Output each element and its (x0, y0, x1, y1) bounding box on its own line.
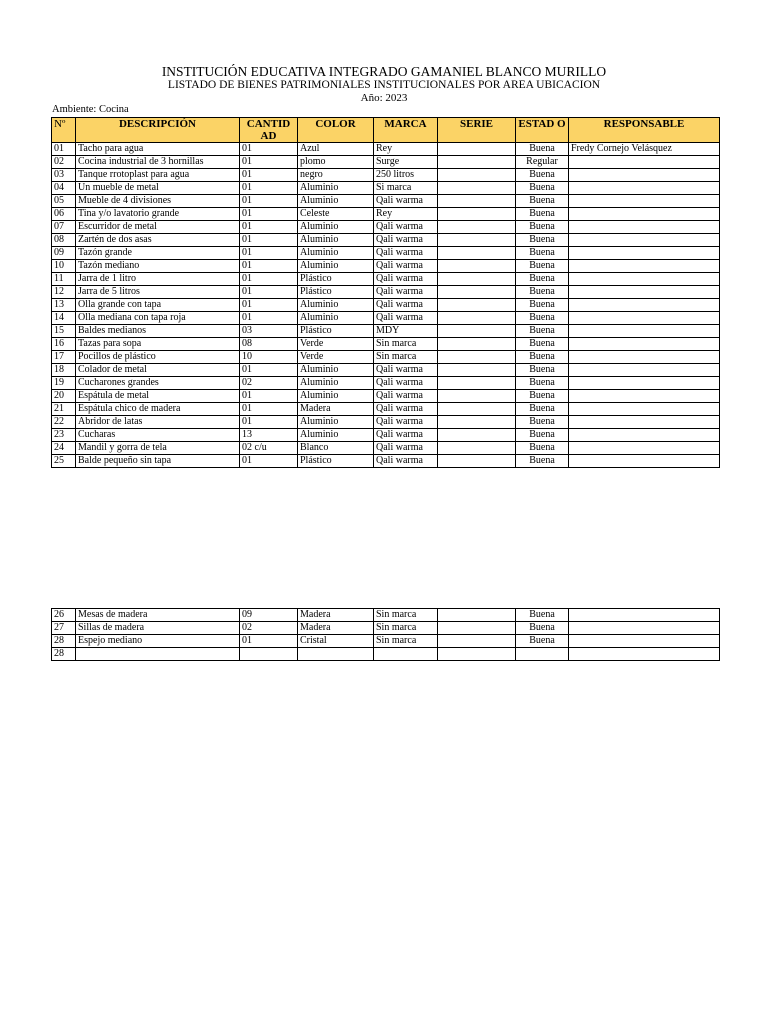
table-row (52, 429, 720, 442)
cell-responsable (569, 416, 720, 429)
cell-color: Aluminio (298, 416, 374, 429)
table-row (52, 299, 720, 312)
cell-serie (438, 442, 516, 455)
cell-color: Blanco (298, 442, 374, 455)
cell-responsable (569, 208, 720, 221)
cell-descripcion: Abridor de latas (76, 416, 240, 429)
cell-marca: Sin marca (374, 609, 438, 622)
cell-marca: Qali warma (374, 273, 438, 286)
table-header-row (52, 118, 720, 143)
cell-descripcion: Tazón mediano (76, 260, 240, 273)
cell-marca: Qali warma (374, 195, 438, 208)
cell-estado: Buena (516, 273, 569, 286)
cell-cantidad: 03 (240, 325, 298, 338)
table-row (52, 260, 720, 273)
cell-cantidad: 01 (240, 286, 298, 299)
cell-descripcion: Jarra de 5 litros (76, 286, 240, 299)
cell-descripcion: Sillas de madera (76, 622, 240, 635)
cell-responsable (569, 364, 720, 377)
cell-color (298, 648, 374, 661)
cell-marca: Qali warma (374, 416, 438, 429)
cell-serie (438, 195, 516, 208)
cell-marca: Sin marca (374, 351, 438, 364)
table-row (52, 364, 720, 377)
cell-marca: Sin marca (374, 338, 438, 351)
cell-responsable: Fredy Cornejo Velásquez (569, 143, 720, 156)
cell-estado: Buena (516, 609, 569, 622)
cell-serie (438, 143, 516, 156)
cell-marca: Qali warma (374, 364, 438, 377)
cell-responsable (569, 442, 720, 455)
cell-color: Verde (298, 338, 374, 351)
cell-marca: Qali warma (374, 403, 438, 416)
cell-serie (438, 364, 516, 377)
cell-color: Aluminio (298, 429, 374, 442)
cell-estado: Buena (516, 234, 569, 247)
cell-estado: Buena (516, 247, 569, 260)
cell-cantidad: 01 (240, 234, 298, 247)
cell-estado: Regular (516, 156, 569, 169)
cell-number: 14 (52, 312, 76, 325)
cell-estado: Buena (516, 195, 569, 208)
cell-estado: Buena (516, 351, 569, 364)
cell-serie (438, 299, 516, 312)
cell-color: Madera (298, 609, 374, 622)
cell-serie (438, 169, 516, 182)
cell-color: Madera (298, 403, 374, 416)
cell-serie (438, 221, 516, 234)
cell-serie (438, 635, 516, 648)
cell-responsable (569, 221, 720, 234)
cell-responsable (569, 622, 720, 635)
cell-marca: Rey (374, 143, 438, 156)
document-title: INSTITUCIÓN EDUCATIVA INTEGRADO GAMANIEL BLANCO MURILLO (161, 64, 607, 79)
table-row (52, 143, 720, 156)
cell-number: 27 (52, 622, 76, 635)
cell-cantidad: 01 (240, 156, 298, 169)
cell-responsable (569, 338, 720, 351)
cell-estado: Buena (516, 260, 569, 273)
cell-responsable (569, 299, 720, 312)
cell-serie (438, 416, 516, 429)
cell-number: 23 (52, 429, 76, 442)
cell-color: Aluminio (298, 221, 374, 234)
cell-descripcion: Tina y/o lavatorio grande (76, 208, 240, 221)
column-header-estado: ESTAD O (516, 118, 569, 143)
cell-color: Aluminio (298, 234, 374, 247)
cell-number: 08 (52, 234, 76, 247)
cell-cantidad: 10 (240, 351, 298, 364)
cell-cantidad: 01 (240, 364, 298, 377)
table-row (52, 221, 720, 234)
cell-serie (438, 286, 516, 299)
cell-descripcion: Colador de metal (76, 364, 240, 377)
cell-color: Verde (298, 351, 374, 364)
cell-color: Azul (298, 143, 374, 156)
cell-color: negro (298, 169, 374, 182)
cell-marca: Qali warma (374, 377, 438, 390)
cell-responsable (569, 377, 720, 390)
cell-descripcion: Espejo mediano (76, 635, 240, 648)
cell-responsable (569, 286, 720, 299)
cell-color: Aluminio (298, 364, 374, 377)
cell-color: Celeste (298, 208, 374, 221)
cell-serie (438, 312, 516, 325)
cell-estado: Buena (516, 390, 569, 403)
cell-marca: Qali warma (374, 247, 438, 260)
cell-number: 12 (52, 286, 76, 299)
cell-responsable (569, 260, 720, 273)
cell-marca: Qali warma (374, 390, 438, 403)
cell-serie (438, 648, 516, 661)
cell-responsable (569, 648, 720, 661)
cell-number: 20 (52, 390, 76, 403)
cell-serie (438, 208, 516, 221)
cell-serie (438, 390, 516, 403)
cell-descripcion: Balde pequeño sin tapa (76, 455, 240, 468)
cell-number: 18 (52, 364, 76, 377)
cell-estado: Buena (516, 286, 569, 299)
cell-serie (438, 247, 516, 260)
table-row (52, 312, 720, 325)
cell-serie (438, 351, 516, 364)
cell-number: 21 (52, 403, 76, 416)
cell-estado: Buena (516, 429, 569, 442)
cell-number: 24 (52, 442, 76, 455)
cell-number: 19 (52, 377, 76, 390)
column-header-descripcion: DESCRIPCIÓN (76, 118, 240, 143)
cell-cantidad: 01 (240, 455, 298, 468)
cell-serie (438, 260, 516, 273)
cell-marca: Sin marca (374, 635, 438, 648)
cell-estado (516, 648, 569, 661)
cell-responsable (569, 247, 720, 260)
cell-descripcion: Espátula chico de madera (76, 403, 240, 416)
cell-cantidad: 01 (240, 182, 298, 195)
cell-color: Plástico (298, 325, 374, 338)
cell-color: Plástico (298, 455, 374, 468)
cell-descripcion: Tazón grande (76, 247, 240, 260)
cell-responsable (569, 182, 720, 195)
cell-descripcion (76, 648, 240, 661)
cell-cantidad: 13 (240, 429, 298, 442)
cell-descripcion: Mesas de madera (76, 609, 240, 622)
table-row (52, 635, 720, 648)
table-row (52, 234, 720, 247)
cell-serie (438, 377, 516, 390)
cell-cantidad: 01 (240, 208, 298, 221)
cell-cantidad: 01 (240, 299, 298, 312)
cell-marca: Qali warma (374, 442, 438, 455)
cell-number: 16 (52, 338, 76, 351)
cell-marca: Qali warma (374, 221, 438, 234)
cell-marca: MDY (374, 325, 438, 338)
cell-cantidad: 01 (240, 260, 298, 273)
cell-marca: Sin marca (374, 622, 438, 635)
cell-marca: Qali warma (374, 455, 438, 468)
cell-number: 06 (52, 208, 76, 221)
cell-color: Plástico (298, 286, 374, 299)
cell-cantidad: 01 (240, 390, 298, 403)
cell-cantidad: 01 (240, 416, 298, 429)
table-row (52, 351, 720, 364)
cell-estado: Buena (516, 143, 569, 156)
cell-marca: Rey (374, 208, 438, 221)
cell-number: 10 (52, 260, 76, 273)
cell-descripcion: Cucharas (76, 429, 240, 442)
cell-descripcion: Jarra de 1 litro (76, 273, 240, 286)
cell-descripcion: Olla grande con tapa (76, 299, 240, 312)
cell-number: 28 (52, 648, 76, 661)
cell-descripcion: Olla mediana con tapa roja (76, 312, 240, 325)
cell-cantidad: 01 (240, 143, 298, 156)
cell-marca: Qali warma (374, 260, 438, 273)
cell-serie (438, 338, 516, 351)
cell-responsable (569, 325, 720, 338)
cell-estado: Buena (516, 442, 569, 455)
cell-estado: Buena (516, 622, 569, 635)
table-row (52, 208, 720, 221)
cell-serie (438, 182, 516, 195)
cell-estado: Buena (516, 364, 569, 377)
cell-descripcion: Cucharones grandes (76, 377, 240, 390)
cell-color: Aluminio (298, 377, 374, 390)
cell-number: 13 (52, 299, 76, 312)
cell-number: 01 (52, 143, 76, 156)
cell-marca: Qali warma (374, 299, 438, 312)
table-row (52, 169, 720, 182)
cell-cantidad: 01 (240, 195, 298, 208)
cell-responsable (569, 635, 720, 648)
cell-color: Aluminio (298, 312, 374, 325)
cell-color: Plástico (298, 273, 374, 286)
cell-color: Aluminio (298, 182, 374, 195)
cell-responsable (569, 455, 720, 468)
table-row (52, 390, 720, 403)
cell-estado: Buena (516, 416, 569, 429)
table-row (52, 182, 720, 195)
cell-serie (438, 273, 516, 286)
cell-descripcion: Baldes medianos (76, 325, 240, 338)
document-subtitle: LISTADO DE BIENES PATRIMONIALES INSTITUCIONALES POR AREA UBICACION (167, 79, 601, 91)
column-header-responsable: RESPONSABLE (569, 118, 720, 143)
cell-descripcion: Pocillos de plástico (76, 351, 240, 364)
cell-estado: Buena (516, 169, 569, 182)
cell-number: 17 (52, 351, 76, 364)
cell-cantidad: 08 (240, 338, 298, 351)
cell-marca: Si marca (374, 182, 438, 195)
cell-number: 04 (52, 182, 76, 195)
cell-marca: Qali warma (374, 286, 438, 299)
cell-cantidad: 09 (240, 609, 298, 622)
cell-descripcion: Mandil y gorra de tela (76, 442, 240, 455)
table-row (52, 156, 720, 169)
cell-cantidad: 01 (240, 312, 298, 325)
cell-estado: Buena (516, 635, 569, 648)
inventory-table (51, 117, 720, 468)
table-row (52, 338, 720, 351)
cell-marca: 250 litros (374, 169, 438, 182)
cell-color: Aluminio (298, 247, 374, 260)
cell-number: 26 (52, 609, 76, 622)
cell-estado: Buena (516, 338, 569, 351)
cell-estado: Buena (516, 312, 569, 325)
cell-color: plomo (298, 156, 374, 169)
cell-marca: Qali warma (374, 312, 438, 325)
cell-marca: Qali warma (374, 429, 438, 442)
cell-descripcion: Tanque rrotoplast para agua (76, 169, 240, 182)
cell-responsable (569, 351, 720, 364)
cell-serie (438, 609, 516, 622)
table-row (52, 455, 720, 468)
cell-descripcion: Tacho para agua (76, 143, 240, 156)
cell-descripcion: Tazas para sopa (76, 338, 240, 351)
inventory-table-continued (51, 608, 720, 661)
cell-cantidad: 02 (240, 377, 298, 390)
cell-descripcion: Cocina industrial de 3 hornillas (76, 156, 240, 169)
column-header-marca: MARCA (374, 118, 438, 143)
cell-number: 11 (52, 273, 76, 286)
cell-number: 02 (52, 156, 76, 169)
cell-cantidad: 01 (240, 635, 298, 648)
cell-marca (374, 648, 438, 661)
table-row (52, 286, 720, 299)
cell-estado: Buena (516, 377, 569, 390)
cell-serie (438, 622, 516, 635)
table-row (52, 622, 720, 635)
cell-cantidad: 02 c/u (240, 442, 298, 455)
cell-number: 15 (52, 325, 76, 338)
cell-cantidad: 01 (240, 169, 298, 182)
ambiente-label: Ambiente: Cocina (52, 104, 129, 115)
cell-marca: Qali warma (374, 234, 438, 247)
table-row (52, 416, 720, 429)
column-header-serie: SERIE (438, 118, 516, 143)
column-header-color: COLOR (298, 118, 374, 143)
column-header-n: Nº (52, 118, 76, 143)
cell-number: 05 (52, 195, 76, 208)
cell-serie (438, 156, 516, 169)
cell-number: 07 (52, 221, 76, 234)
table-row (52, 247, 720, 260)
cell-cantidad: 01 (240, 247, 298, 260)
cell-responsable (569, 195, 720, 208)
cell-estado: Buena (516, 455, 569, 468)
cell-cantidad (240, 648, 298, 661)
cell-estado: Buena (516, 182, 569, 195)
cell-number: 22 (52, 416, 76, 429)
column-header-cantidad: CANTID AD (240, 118, 298, 143)
cell-estado: Buena (516, 221, 569, 234)
cell-descripcion: Espátula de metal (76, 390, 240, 403)
cell-responsable (569, 273, 720, 286)
cell-color: Aluminio (298, 195, 374, 208)
table-row (52, 442, 720, 455)
cell-cantidad: 01 (240, 221, 298, 234)
cell-serie (438, 403, 516, 416)
cell-descripcion: Escurridor de metal (76, 221, 240, 234)
cell-serie (438, 455, 516, 468)
cell-number: 28 (52, 635, 76, 648)
cell-number: 09 (52, 247, 76, 260)
cell-number: 03 (52, 169, 76, 182)
cell-estado: Buena (516, 325, 569, 338)
cell-color: Madera (298, 622, 374, 635)
cell-serie (438, 325, 516, 338)
cell-color: Cristal (298, 635, 374, 648)
cell-serie (438, 429, 516, 442)
cell-descripcion: Zartén de dos asas (76, 234, 240, 247)
cell-cantidad: 01 (240, 403, 298, 416)
cell-descripcion: Un mueble de metal (76, 182, 240, 195)
cell-responsable (569, 156, 720, 169)
cell-number: 25 (52, 455, 76, 468)
cell-color: Aluminio (298, 299, 374, 312)
cell-estado: Buena (516, 208, 569, 221)
table-row (52, 273, 720, 286)
table-row (52, 377, 720, 390)
table-row (52, 325, 720, 338)
cell-serie (438, 234, 516, 247)
cell-cantidad: 01 (240, 273, 298, 286)
cell-responsable (569, 169, 720, 182)
cell-estado: Buena (516, 403, 569, 416)
table-row (52, 403, 720, 416)
cell-responsable (569, 403, 720, 416)
cell-descripcion: Mueble de 4 divisiones (76, 195, 240, 208)
cell-estado: Buena (516, 299, 569, 312)
cell-color: Aluminio (298, 390, 374, 403)
cell-responsable (569, 429, 720, 442)
cell-responsable (569, 312, 720, 325)
cell-cantidad: 02 (240, 622, 298, 635)
table-row (52, 648, 720, 661)
cell-responsable (569, 609, 720, 622)
cell-color: Aluminio (298, 260, 374, 273)
cell-marca: Surge (374, 156, 438, 169)
document-year: Año: 2023 (360, 92, 408, 104)
table-row (52, 195, 720, 208)
cell-responsable (569, 390, 720, 403)
cell-responsable (569, 234, 720, 247)
table-row (52, 609, 720, 622)
